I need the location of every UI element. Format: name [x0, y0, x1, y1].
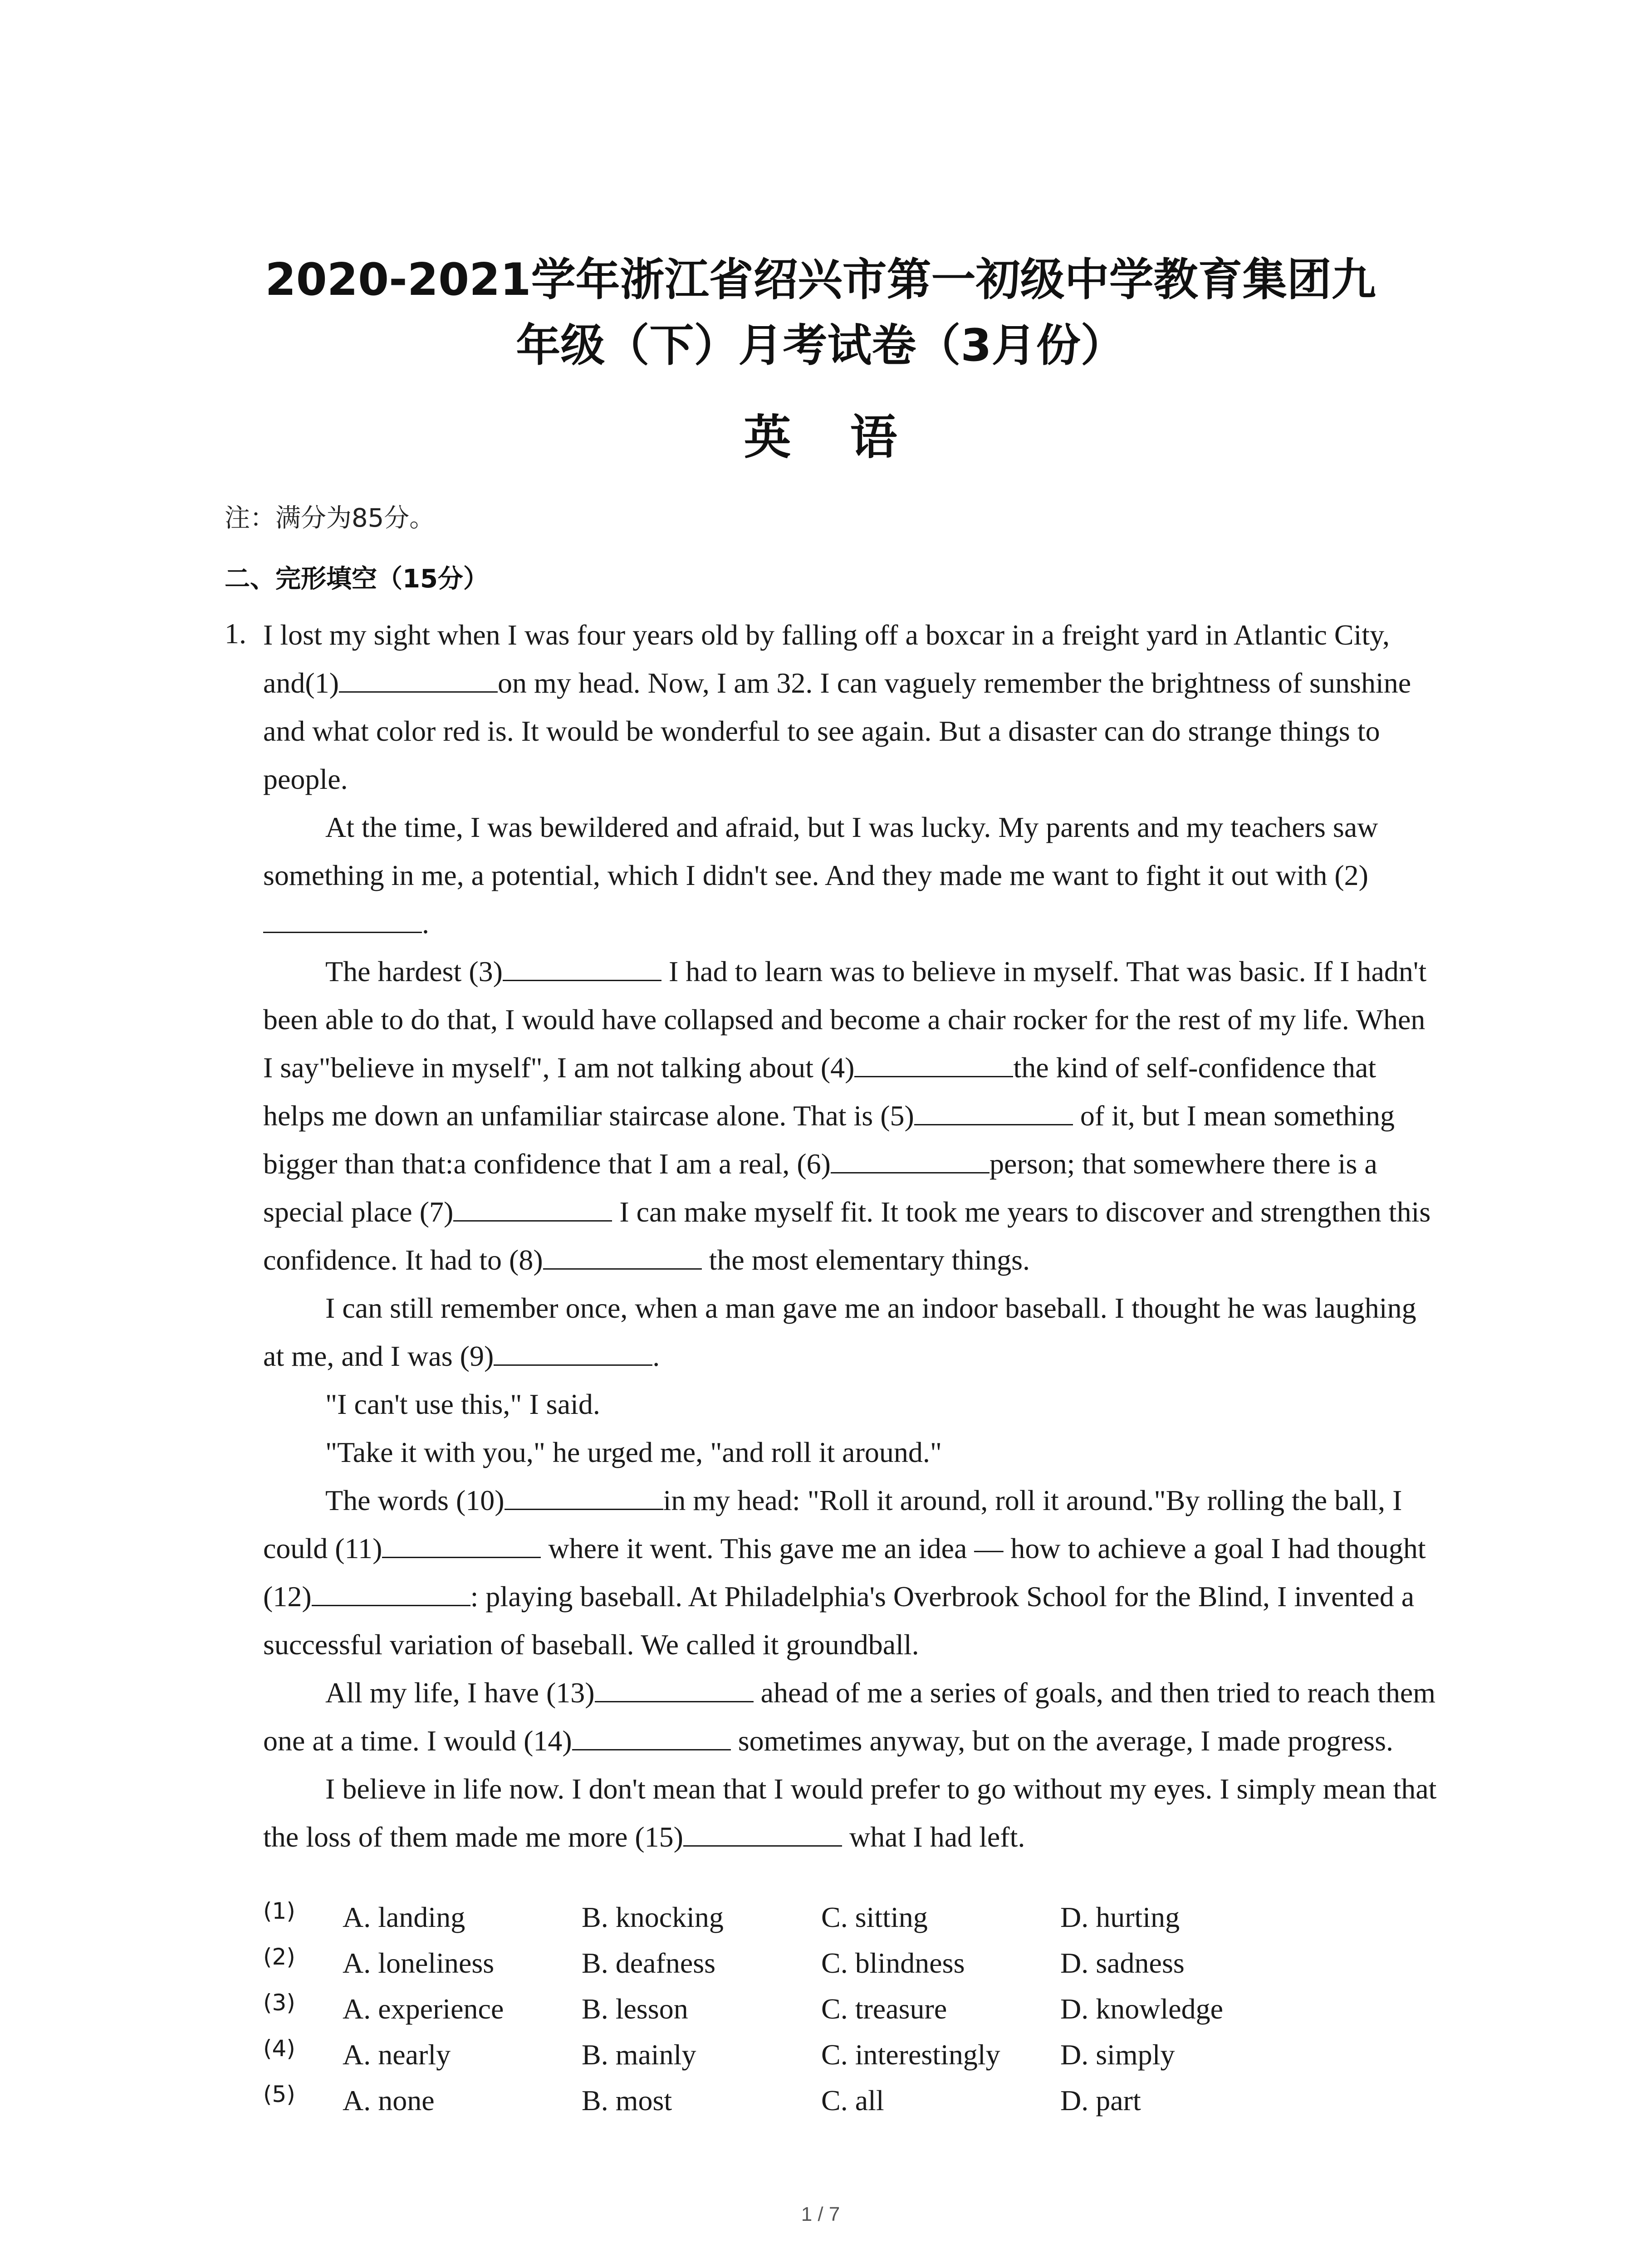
option-c: C. treasure: [821, 1993, 947, 2025]
option-c: C. blindness: [821, 1947, 965, 1979]
passage-text: : playing baseball. At Philadelphia's Overbrook School for the Blind, I invented a successful variation of baseball. We called it groundball.: [263, 1580, 1415, 1661]
blank-number: (12): [263, 1580, 312, 1613]
answer-blank: [339, 668, 498, 693]
option-row: [263, 2081, 1443, 2130]
passage-text: The hardest: [325, 955, 469, 987]
blank-number: (5): [880, 1100, 914, 1132]
page-number: 1 / 7: [801, 2203, 840, 2225]
option-row: [263, 1946, 1443, 1992]
answer-options: [263, 1898, 1443, 2130]
passage-text: .: [652, 1340, 660, 1372]
answer-blank: [505, 1485, 663, 1510]
blank-number: (1): [305, 667, 339, 699]
answer-blank: [683, 1822, 842, 1847]
option-a: A. experience: [343, 1993, 504, 2025]
option-number: (3): [263, 1989, 295, 2016]
passage-paragraph: [263, 1476, 1440, 1669]
passage-text: I believe in life now. I don't mean that I would prefer to go without my eyes. I simply mean that the loss of them made me more: [263, 1773, 1437, 1853]
option-row: [263, 1898, 1443, 1946]
title-line-1: 2020-2021学年浙江省绍兴市第一初级中学教育集团九: [265, 254, 1376, 306]
option-row: [263, 2035, 1443, 2084]
passage-text: what I had left.: [842, 1821, 1025, 1853]
section-title: 二、完形填空（15分）: [225, 564, 489, 594]
passage-text: .: [422, 907, 429, 939]
passage-text: At the time, I was bewildered and afraid, but I was lucky. My parents and my teachers saw something in me, a potential, which I didn't see. And they made me want to fight it out with: [263, 811, 1378, 891]
option-d: D. part: [1060, 2084, 1141, 2116]
blank-number: (3): [469, 955, 503, 987]
blank-number: (11): [335, 1532, 382, 1564]
option-b: B. knocking: [582, 1901, 724, 1933]
option-a: A. loneliness: [343, 1947, 495, 1979]
title-line-2: 年级（下）月考试卷（3月份）: [516, 320, 1125, 371]
passage-text: I lost my sight when I was four years old by falling off a boxcar in a freight yard in Atlantic City, and: [263, 619, 1390, 699]
option-d: D. knowledge: [1060, 1993, 1224, 2025]
passage-paragraph: [263, 1669, 1440, 1765]
answer-blank: [453, 1197, 612, 1222]
passage-text: I can still remember once, when a man gave me an indoor baseball. I thought he was laughing at me, and I was: [263, 1292, 1416, 1372]
passage-text: "I can't use this," I said.: [325, 1388, 600, 1420]
passage-text: sometimes anyway, but on the average, I made progress.: [730, 1725, 1393, 1757]
blank-number: (4): [820, 1051, 855, 1084]
passage-text: the kind of self-confidence that helps me down an unfamiliar staircase alone. That is: [263, 1051, 1376, 1132]
exam-title: [136, 247, 1505, 379]
passage-paragraph: [263, 803, 1440, 948]
option-d: D. simply: [1060, 2038, 1175, 2071]
question-number: 1.: [225, 617, 246, 650]
blank-number: (7): [419, 1196, 454, 1228]
passage-paragraph: [263, 611, 1440, 803]
passage-text: on my head. Now, I am 32. I can vaguely remember the brightness of sunshine and what color red is. It would be wonderful to see again. But a disaster can do strange things to people.: [263, 667, 1411, 795]
option-b: B. most: [582, 2084, 672, 2116]
option-b: B. deafness: [582, 1947, 716, 1979]
cloze-passage: [263, 611, 1440, 1861]
blank-number: (8): [509, 1244, 543, 1276]
blank-number: (6): [797, 1148, 831, 1180]
passage-paragraph: [263, 1284, 1440, 1380]
passage-text: ahead of me a series of goals, and then tried to reach them one at a time. I would: [263, 1677, 1435, 1757]
passage-text: The words: [325, 1484, 456, 1516]
answer-blank: [543, 1245, 702, 1270]
answer-blank: [263, 908, 422, 933]
option-a: A. none: [343, 2084, 435, 2116]
passage-paragraph: [263, 1765, 1440, 1861]
option-d: D. hurting: [1060, 1901, 1180, 1933]
answer-blank: [595, 1677, 754, 1702]
answer-blank: [312, 1581, 470, 1606]
option-b: B. lesson: [582, 1993, 688, 2025]
option-b: B. mainly: [582, 2038, 696, 2071]
passage-text: I had to learn was to believe in myself. That was basic. If I hadn't been able to do that, I would have collapsed and become a chair rocker for the rest of my life. When I say"believe in myself", I am not talking about: [263, 955, 1427, 1084]
score-note: 注：满分为85分。: [225, 503, 435, 533]
blank-number: (10): [456, 1484, 505, 1516]
answer-blank: [494, 1341, 652, 1366]
answer-blank: [854, 1052, 1013, 1077]
passage-text: I can make myself fit. It took me years to discover and strengthen this confidence. It had to: [263, 1196, 1431, 1276]
passage-text: the most elementary things.: [701, 1244, 1030, 1276]
option-row: [263, 1989, 1443, 2038]
blank-number: (13): [546, 1677, 595, 1709]
passage-paragraph: [263, 948, 1440, 1284]
passage-text: of it, but I mean something bigger than that:a confidence that I am a real,: [263, 1100, 1395, 1180]
passage-text: where it went. This gave me an idea — how to achieve a goal I had thought: [541, 1532, 1426, 1564]
blank-number: (14): [524, 1725, 572, 1757]
option-number: (2): [263, 1944, 295, 1970]
passage-text: All my life, I have: [325, 1677, 546, 1709]
option-number: (5): [263, 2081, 295, 2107]
option-a: A. landing: [343, 1901, 465, 1933]
answer-blank: [831, 1149, 989, 1173]
passage-text: in my head: "Roll it around, roll it around."By rolling the ball, I could: [263, 1484, 1402, 1564]
blank-number: (2): [1334, 859, 1368, 891]
option-d: D. sadness: [1060, 1947, 1185, 1979]
subject-heading: 英语: [744, 409, 956, 465]
option-number: (1): [263, 1898, 295, 1924]
answer-blank: [572, 1725, 731, 1750]
option-c: C. sitting: [821, 1901, 928, 1933]
option-a: A. nearly: [343, 2038, 451, 2071]
option-c: C. interestingly: [821, 2038, 1000, 2071]
answer-blank: [914, 1100, 1073, 1125]
passage-paragraph: [263, 1380, 1440, 1428]
passage-text: person; that somewhere there is a special place: [263, 1148, 1377, 1228]
blank-number: (9): [460, 1340, 494, 1372]
answer-blank: [382, 1533, 541, 1558]
answer-blank: [503, 956, 661, 981]
passage-paragraph: [263, 1428, 1440, 1476]
option-c: C. all: [821, 2084, 884, 2116]
blank-number: (15): [635, 1821, 683, 1853]
passage-text: "Take it with you," he urged me, "and roll it around.": [325, 1436, 942, 1468]
option-number: (4): [263, 2035, 295, 2062]
